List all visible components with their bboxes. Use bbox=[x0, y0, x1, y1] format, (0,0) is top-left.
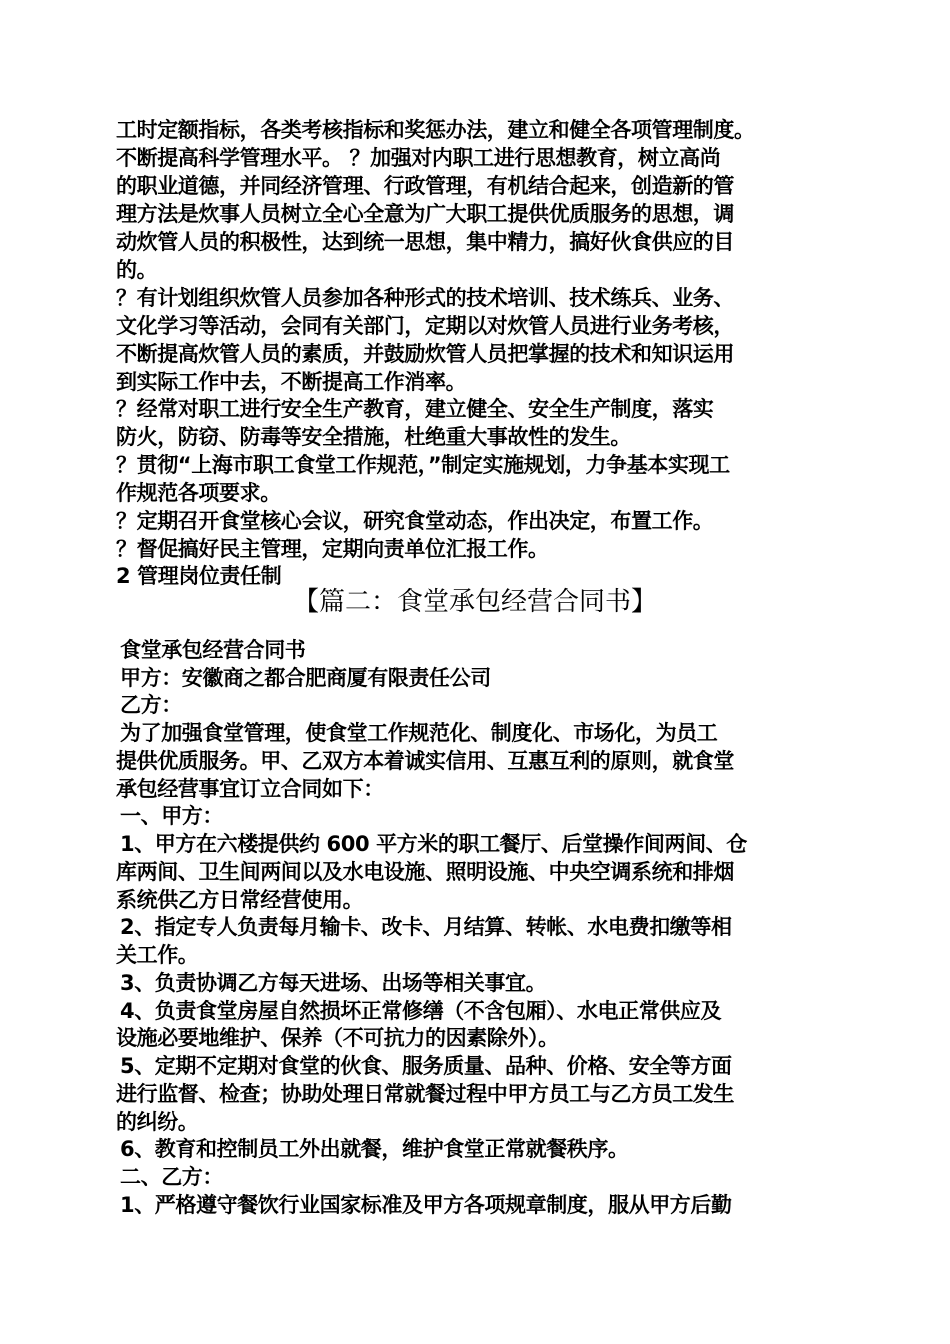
text-line: 2、指定专人负责每月输卡、改卡、月结算、转帐、水电费扣缴等相 bbox=[120, 915, 732, 939]
text-line: 1、严格遵守餐饮行业国家标准及甲方各项规章制度，服从甲方后勤 bbox=[120, 1193, 732, 1217]
text-line: 不断提高科学管理水平。 ？加强对内职工进行思想教育，树立高尚 bbox=[116, 146, 721, 170]
text-line: 的。 bbox=[116, 258, 158, 282]
text-line: 1、甲方在六楼提供约 600 平方米的职工餐厅、后堂操作间两间、仓 bbox=[120, 832, 747, 856]
party-b-line: 乙方： bbox=[120, 693, 182, 717]
text-line: 承包经营事宜订立合同如下： bbox=[116, 777, 384, 801]
text-line: ？督促搞好民主管理，定期向责单位汇报工作。 bbox=[116, 537, 549, 561]
text-line: 系统供乙方日常经营使用。 bbox=[116, 888, 364, 912]
text-line: ？经常对职工进行安全生产教育，建立健全、安全生产制度，落实 bbox=[116, 397, 714, 421]
text-line: 动炊管人员的积极性，达到统一思想，集中精力，搞好伙食供应的目 bbox=[116, 230, 734, 254]
text-line: ？有计划组织炊管人员参加各种形式的技术培训、技术练兵、业务、 bbox=[116, 286, 734, 310]
text-line: 库两间、卫生间两间以及水电设施、照明设施、中央空调系统和排烟 bbox=[116, 860, 734, 884]
text-line: 文化学习等活动，会同有关部门，定期以对炊管人员进行业务考核， bbox=[116, 314, 734, 338]
text-line: 6、教育和控制员工外出就餐，维护食堂正常就餐秩序。 bbox=[120, 1137, 629, 1161]
text-line: 的职业道德，并同经济管理、行政管理，有机结合起来，创造新的管 bbox=[116, 174, 734, 198]
clause-heading: 二、乙方： bbox=[120, 1165, 223, 1189]
text-line: 为了加强食堂管理，使食堂工作规范化、制度化、市场化，为员工 bbox=[120, 721, 718, 745]
contract-title: 食堂承包经营合同书 bbox=[120, 638, 306, 662]
text-line: 进行监督、检查；协助处理日常就餐过程中甲方员工与乙方员工发生 bbox=[116, 1082, 734, 1106]
text-line: ？贯彻“上海市职工食堂工作规范，”制定实施规划，力争基本实现工 bbox=[116, 453, 730, 477]
clause-heading: 一、甲方： bbox=[120, 804, 223, 828]
section-subheading: 2 管理岗位责任制 bbox=[116, 564, 282, 588]
text-line: 防火，防窃、防毒等安全措施，杜绝重大事故性的发生。 bbox=[116, 425, 631, 449]
text-line: 关工作。 bbox=[116, 943, 199, 967]
text-line: 到实际工作中去，不断提高工作消率。 bbox=[116, 370, 467, 394]
text-line: 5、定期不定期对食堂的伙食、服务质量、品种、价格、安全等方面 bbox=[120, 1054, 732, 1078]
party-a-line: 甲方：安徽商之都合肥商厦有限责任公司 bbox=[120, 666, 491, 690]
text-line: 工时定额指标，各类考核指标和奖惩办法，建立和健全各项管理制度。 bbox=[116, 118, 755, 142]
text-line: 提供优质服务。甲、乙双方本着诚实信用、互惠互利的原则，就食堂 bbox=[116, 749, 734, 773]
text-line: 的纠纷。 bbox=[116, 1110, 199, 1134]
text-line: 不断提高炊管人员的素质，并鼓励炊管人员把掌握的技术和知识运用 bbox=[116, 342, 734, 366]
text-line: 理方法是炊事人员树立全心全意为广大职工提供优质服务的思想，调 bbox=[116, 202, 734, 226]
text-line: 设施必要地维护、保养（不可抗力的因素除外）。 bbox=[116, 1026, 559, 1050]
text-line: 4、负责食堂房屋自然损坏正常修缮（不含包厢）、水电正常供应及 bbox=[120, 999, 722, 1023]
text-line: ？定期召开食堂核心会议，研究食堂动态，作出决定，布置工作。 bbox=[116, 509, 714, 533]
text-line: 作规范各项要求。 bbox=[116, 481, 281, 505]
text-line: 3、负责协调乙方每天进场、出场等相关事宜。 bbox=[120, 971, 547, 995]
section-title: 【篇二：食堂承包经营合同书】 bbox=[292, 587, 657, 617]
